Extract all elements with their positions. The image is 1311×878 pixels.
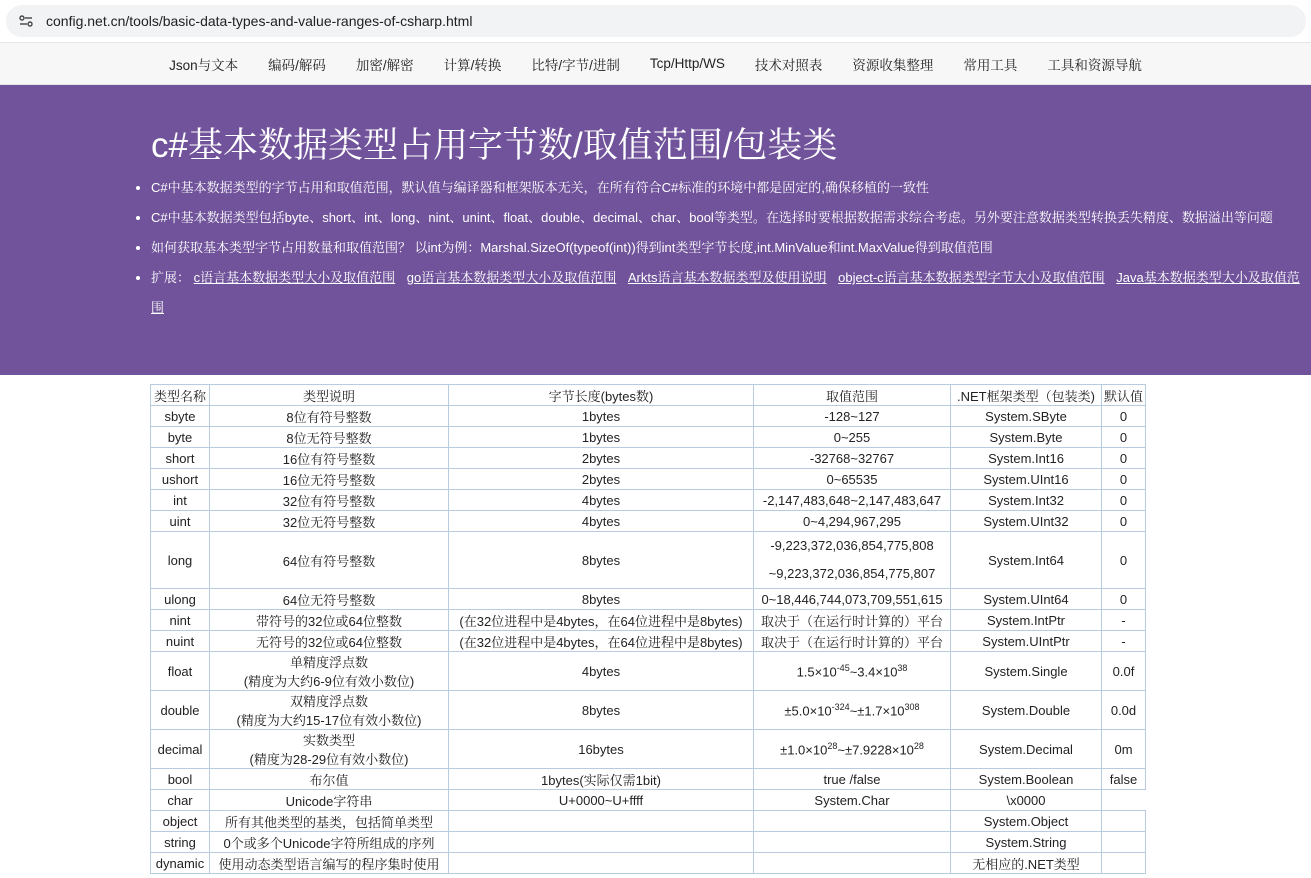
table-row	[151, 631, 1146, 652]
exponent: -324	[831, 701, 850, 712]
nav-encrypt-decrypt[interactable]: 加密/解密	[355, 57, 414, 73]
cell	[210, 691, 449, 730]
desc-line: (精度为大约6-9位有效小数位)	[243, 674, 415, 689]
cell: 8bytes	[449, 691, 754, 730]
cell: float	[151, 652, 210, 691]
cell: 8bytes	[449, 589, 754, 610]
cell	[210, 730, 449, 769]
cell: System.UInt16	[951, 469, 1102, 490]
cell: 4bytes	[449, 511, 754, 532]
range-line: ~9,223,372,036,854,775,807	[768, 566, 936, 581]
cell: 64位无符号整数	[210, 589, 449, 610]
cell-empty	[449, 853, 754, 874]
cell: ulong	[151, 589, 210, 610]
cell: uint	[151, 511, 210, 532]
table-row	[151, 511, 1146, 532]
range-part: 1.5×10	[796, 664, 837, 680]
cell: 16bytes	[449, 730, 754, 769]
link-java-types[interactable]: Java基本数据类型大小及取值范围	[151, 270, 1300, 315]
nav-encode-decode[interactable]: 编码/解码	[268, 57, 326, 73]
cell: 取决于（在运行时计算的）平台	[754, 610, 951, 631]
table-row-long	[151, 532, 1146, 589]
table-row	[151, 469, 1146, 490]
extend-label: 扩展：	[151, 270, 191, 285]
cell: System.Char	[754, 790, 951, 811]
cell	[754, 691, 951, 730]
header-cell: 类型名称	[151, 385, 210, 406]
cell: System.Int32	[951, 490, 1102, 511]
cell: System.Single	[951, 652, 1102, 691]
cell: Unicode字符串	[210, 790, 449, 811]
cell: object	[151, 811, 210, 832]
cell: System.Int64	[951, 532, 1102, 589]
cell: true /false	[754, 769, 951, 790]
cell: 8位无符号整数	[210, 427, 449, 448]
cell: 4bytes	[449, 490, 754, 511]
site-settings-icon[interactable]	[18, 13, 34, 29]
range-part: ~3.4×10	[849, 664, 898, 680]
hero-banner	[0, 85, 1311, 375]
cell: 0~255	[754, 427, 951, 448]
cell: \x0000	[951, 790, 1102, 811]
cell: 2bytes	[449, 469, 754, 490]
cell: 0~4,294,967,295	[754, 511, 951, 532]
cell-empty	[1102, 832, 1146, 853]
cell: System.Double	[951, 691, 1102, 730]
range-part: ~±7.9228×10	[837, 742, 914, 758]
cell: 取决于（在运行时计算的）平台	[754, 631, 951, 652]
table-row-decimal	[151, 730, 1146, 769]
nav-calc-convert[interactable]: 计算/转换	[443, 57, 502, 73]
cell: 无符号的32位或64位整数	[210, 631, 449, 652]
table-header-row	[151, 385, 1146, 406]
cell: char	[151, 790, 210, 811]
cell	[754, 652, 951, 691]
cell: 16位无符号整数	[210, 469, 449, 490]
cell: 0	[1102, 490, 1146, 511]
cell: nuint	[151, 631, 210, 652]
cell: 0.0d	[1102, 691, 1146, 730]
cell: dynamic	[151, 853, 210, 874]
cell: 0	[1102, 469, 1146, 490]
cell-empty	[754, 811, 951, 832]
cell: 所有其他类型的基类，包括简单类型	[210, 811, 449, 832]
table-row	[151, 589, 1146, 610]
cell: bool	[151, 769, 210, 790]
cell: 0.0f	[1102, 652, 1146, 691]
cell: 0	[1102, 427, 1146, 448]
cell	[754, 730, 951, 769]
cell: System.UIntPtr	[951, 631, 1102, 652]
cell: -32768~32767	[754, 448, 951, 469]
cell	[210, 652, 449, 691]
table-row	[151, 427, 1146, 448]
cell: nint	[151, 610, 210, 631]
exponent: 28	[827, 740, 838, 751]
intro-bullet: • C#中基本数据类型包括byte、short、int、long、nint、unint、float、double、decimal、char、bool等类型。在选择时要根据数据需求综合考虑。另外要注意数据类型转换丢失精度、数据溢出等问题	[151, 203, 1311, 233]
range-line: -9,223,372,036,854,775,808	[770, 538, 934, 553]
nav-tools-navigation[interactable]: 工具和资源导航	[1047, 57, 1142, 73]
cell-empty	[449, 832, 754, 853]
cell	[754, 532, 951, 589]
header-cell: .NET框架类型（包装类)	[951, 385, 1102, 406]
desc-line: (精度为大约15-17位有效小数位)	[236, 713, 422, 728]
desc-line: 实数类型	[302, 733, 355, 748]
nav-tcp-http-ws[interactable]: Tcp/Http/WS	[649, 56, 725, 71]
table-row-dynamic	[151, 853, 1146, 874]
table-row-object	[151, 811, 1146, 832]
header-cell: 字节长度(bytes数)	[449, 385, 754, 406]
nav-resources[interactable]: 资源收集整理	[852, 57, 934, 73]
cell: -2,147,483,648~2,147,483,647	[754, 490, 951, 511]
cell: U+0000~U+ffff	[449, 790, 754, 811]
top-nav	[0, 43, 1311, 85]
desc-line: (精度为28-29位有效小数位)	[249, 752, 409, 767]
cell: 无相应的.NET类型	[951, 853, 1102, 874]
cell: 0	[1102, 532, 1146, 589]
table-row	[151, 610, 1146, 631]
cell: long	[151, 532, 210, 589]
cell: 0	[1102, 406, 1146, 427]
cell: 0个或多个Unicode字符所组成的序列	[210, 832, 449, 853]
cell: int	[151, 490, 210, 511]
cell: System.Byte	[951, 427, 1102, 448]
url-field[interactable]	[6, 5, 1306, 37]
extend-links	[151, 263, 1311, 323]
table-row	[151, 448, 1146, 469]
cell: 64位有符号整数	[210, 532, 449, 589]
nav-tech-compare[interactable]: 技术对照表	[754, 57, 823, 73]
table-row	[151, 406, 1146, 427]
range-part: ±5.0×10	[784, 703, 832, 719]
desc-line: 单精度浮点数	[289, 655, 368, 670]
nav-json-text[interactable]: Json与文本	[169, 57, 239, 73]
link-go-types[interactable]: go语言基本数据类型大小及取值范围	[406, 270, 617, 285]
cell-empty	[754, 853, 951, 874]
cell: short	[151, 448, 210, 469]
cell: ushort	[151, 469, 210, 490]
cell: 2bytes	[449, 448, 754, 469]
cell: 8bytes	[449, 532, 754, 589]
link-arkts-types[interactable]: Arkts语言基本数据类型及使用说明	[627, 270, 827, 285]
cell: 布尔值	[210, 769, 449, 790]
table-row-float	[151, 652, 1146, 691]
page-title: c#基本数据类型占用字节数/取值范围/包装类	[151, 126, 838, 165]
table-row-char	[151, 790, 1146, 811]
intro-bullet: • 如何获取基本类型字节占用数量和取值范围？ 以int为例：Marshal.SizeOf(typeof(int))得到int类型字节长度,int.MinValue和int.MaxValue得到取值范围	[151, 233, 1311, 263]
table-row-double	[151, 691, 1146, 730]
cell: System.String	[951, 832, 1102, 853]
cell: 4bytes	[449, 652, 754, 691]
cell-empty	[449, 811, 754, 832]
cell: System.IntPtr	[951, 610, 1102, 631]
cell: 0m	[1102, 730, 1146, 769]
range-part: ±1.0×10	[780, 742, 828, 758]
exponent: -45	[836, 662, 850, 673]
exponent: 308	[904, 701, 920, 712]
nav-common-tools[interactable]: 常用工具	[963, 57, 1018, 73]
cell: (在32位进程中是4bytes，在64位进程中是8bytes)	[449, 631, 754, 652]
range-part: ~±1.7×10	[849, 703, 905, 719]
cell: 使用动态类型语言编写的程序集时使用	[210, 853, 449, 874]
exponent: 38	[897, 662, 908, 673]
cell: 0	[1102, 448, 1146, 469]
header-cell: 类型说明	[210, 385, 449, 406]
url-text: config.net.cn/tools/basic-data-types-and-value-ranges-of-csharp.html	[46, 13, 473, 29]
table-row	[151, 769, 1146, 790]
cell: -	[1102, 610, 1146, 631]
cell: string	[151, 832, 210, 853]
cell: 1bytes	[449, 406, 754, 427]
cell: System.SByte	[951, 406, 1102, 427]
intro-bullet: • C#中基本数据类型的字节占用和取值范围，默认值与编译器和框架版本无关，在所有符合C#标准的环境中都是固定的,确保移植的一致性	[151, 173, 1311, 203]
cell: 0~65535	[754, 469, 951, 490]
cell: 带符号的32位或64位整数	[210, 610, 449, 631]
nav-bit-byte-base[interactable]: 比特/字节/进制	[531, 57, 620, 73]
cell: System.Int16	[951, 448, 1102, 469]
cell: 0	[1102, 511, 1146, 532]
cell: System.Decimal	[951, 730, 1102, 769]
browser-address-bar	[0, 0, 1311, 43]
exponent: 28	[913, 740, 924, 751]
cell: System.UInt64	[951, 589, 1102, 610]
header-cell: 默认值	[1102, 385, 1146, 406]
cell: System.UInt32	[951, 511, 1102, 532]
header-cell: 取值范围	[754, 385, 951, 406]
link-c-types[interactable]: c语言基本数据类型大小及取值范围	[193, 270, 396, 285]
cell-empty	[1102, 790, 1146, 811]
cell: 8位有符号整数	[210, 406, 449, 427]
cell: 32位有符号整数	[210, 490, 449, 511]
cell: -	[1102, 631, 1146, 652]
cell: (在32位进程中是4bytes，在64位进程中是8bytes)	[449, 610, 754, 631]
cell: 0~18,446,744,073,709,551,615	[754, 589, 951, 610]
desc-line: 双精度浮点数	[289, 694, 368, 709]
cell: System.Boolean	[951, 769, 1102, 790]
cell: 0	[1102, 589, 1146, 610]
intro-list	[133, 173, 1311, 323]
cell: decimal	[151, 730, 210, 769]
cell-empty	[754, 832, 951, 853]
cell-empty	[1102, 811, 1146, 832]
cell: 1bytes(实际仅需1bit)	[449, 769, 754, 790]
cell: double	[151, 691, 210, 730]
cell: 32位无符号整数	[210, 511, 449, 532]
cell: -128~127	[754, 406, 951, 427]
data-types-table	[150, 384, 1146, 874]
table-row	[151, 490, 1146, 511]
cell: byte	[151, 427, 210, 448]
table-row-string	[151, 832, 1146, 853]
cell: System.Object	[951, 811, 1102, 832]
cell: sbyte	[151, 406, 210, 427]
cell: 16位有符号整数	[210, 448, 449, 469]
link-objc-types[interactable]: object-c语言基本数据类型字节大小及取值范围	[838, 270, 1105, 285]
cell: 1bytes	[449, 427, 754, 448]
cell: false	[1102, 769, 1146, 790]
cell-empty	[1102, 853, 1146, 874]
